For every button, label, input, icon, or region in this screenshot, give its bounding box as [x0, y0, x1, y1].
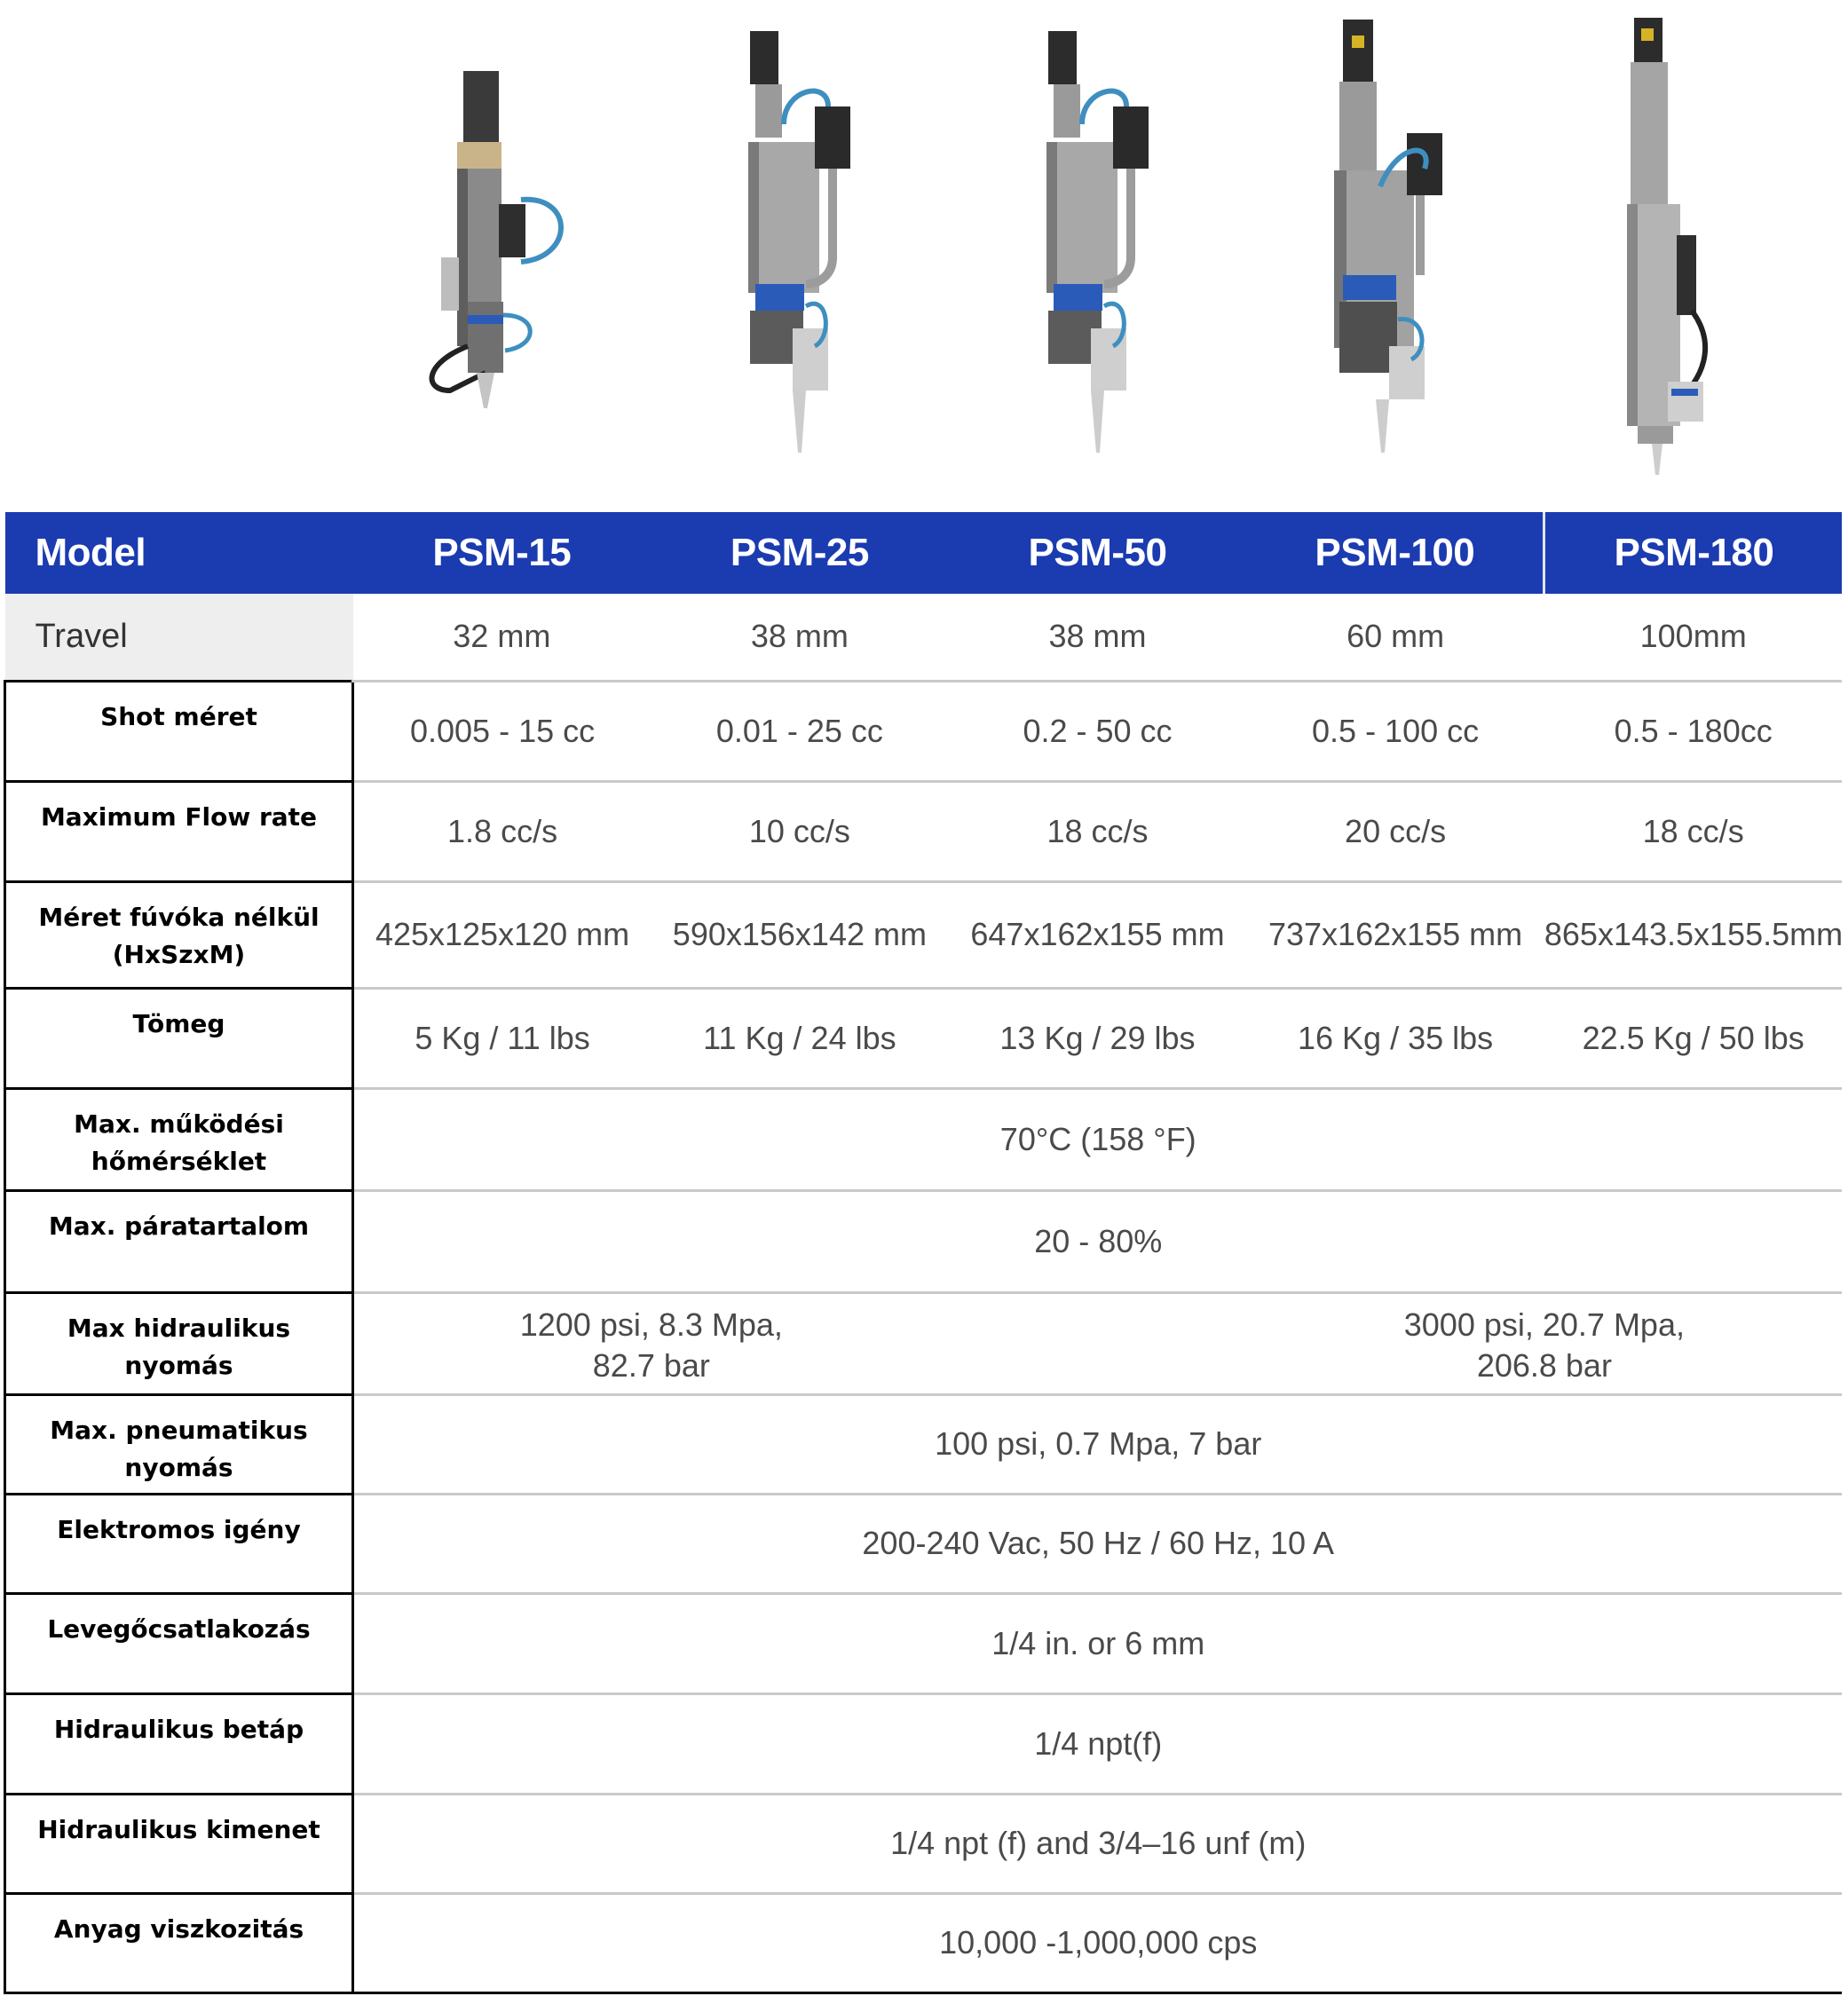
psm-15-product-image	[352, 9, 645, 488]
cell-value: 22.5 Kg / 50 lbs	[1544, 988, 1843, 1088]
cell-value: 18 cc/s	[1544, 781, 1843, 881]
spec-table	[4, 512, 1842, 1994]
value-line: 206.8 bar	[1476, 1346, 1612, 1384]
cell-value: 647x162x155 mm	[949, 881, 1247, 988]
table-row	[5, 594, 1843, 681]
row-label-max-paratartalom: Max. páratartalom	[5, 1190, 353, 1292]
cell-value: 865x143.5x155.5mm	[1544, 881, 1843, 988]
value-line: 3000 psi, 20.7 Mpa,	[1403, 1306, 1685, 1343]
row-label-shot-meret: Shot méret	[5, 681, 353, 781]
table-row	[5, 1394, 1843, 1494]
cell-value: 20 cc/s	[1246, 781, 1544, 881]
cell-value: 16 Kg / 35 lbs	[1246, 988, 1544, 1088]
cell-value-merged: 200-240 Vac, 50 Hz / 60 Hz, 10 A	[353, 1494, 1843, 1593]
table-row	[5, 681, 1843, 781]
psm-50-product-image	[949, 9, 1242, 488]
row-label-max-pneumatikus-nyomas	[5, 1394, 353, 1494]
cell-value: 60 mm	[1246, 594, 1544, 681]
table-row	[5, 1794, 1843, 1893]
table-row	[5, 1494, 1843, 1593]
cell-value: 0.2 - 50 cc	[949, 681, 1247, 781]
table-row	[5, 781, 1843, 881]
cell-value-merged: 10,000 -1,000,000 cps	[353, 1893, 1843, 1992]
cell-value: 0.005 - 15 cc	[353, 681, 652, 781]
cell-value: 18 cc/s	[949, 781, 1247, 881]
psm-25-product-image	[651, 9, 944, 488]
label-line: (HxSzxM)	[112, 939, 246, 969]
cell-value: 737x162x155 mm	[1246, 881, 1544, 988]
header-model-psm-25: PSM-25	[651, 512, 949, 594]
label-line: Max. működési	[74, 1109, 284, 1139]
table-row	[5, 988, 1843, 1088]
row-label-meret-fuvoka-nelkul	[5, 881, 353, 988]
table-row	[5, 1088, 1843, 1190]
psm-180-product-image	[1545, 9, 1838, 488]
value-line: 82.7 bar	[592, 1346, 710, 1384]
row-label-levegocsatlakozas: Levegőcsatlakozás	[5, 1593, 353, 1693]
row-label-anyag-viszkozitas: Anyag viszkozitás	[5, 1893, 353, 1992]
table-row	[5, 1893, 1843, 1992]
header-model-psm-15: PSM-15	[353, 512, 652, 594]
cell-value: 0.5 - 180cc	[1544, 681, 1843, 781]
cell-value: 13 Kg / 29 lbs	[949, 988, 1247, 1088]
header-model-label: Model	[5, 512, 353, 594]
cell-value-merged	[1246, 1292, 1842, 1394]
table-row	[5, 1593, 1843, 1693]
row-label-max-hidraulikus-nyomas	[5, 1292, 353, 1394]
label-line: Méret fúvóka nélkül	[38, 902, 320, 932]
header-model-psm-50: PSM-50	[949, 512, 1247, 594]
row-label-max-mukodesi-homerseklet	[5, 1088, 353, 1190]
row-label-elektromos-igeny: Elektromos igény	[5, 1494, 353, 1593]
cell-value: 10 cc/s	[651, 781, 949, 881]
psm-100-product-image	[1247, 9, 1540, 488]
table-row	[5, 1693, 1843, 1794]
cell-value: 11 Kg / 24 lbs	[651, 988, 949, 1088]
cell-value-merged: 70°C (158 °F)	[353, 1088, 1843, 1190]
header-model-psm-180: PSM-180	[1544, 512, 1843, 594]
cell-value-empty	[949, 1292, 1247, 1394]
cell-value: 38 mm	[949, 594, 1247, 681]
header-row	[5, 512, 1843, 594]
value-line: 1200 psi, 8.3 Mpa,	[519, 1306, 783, 1343]
label-line: nyomás	[124, 1350, 233, 1380]
row-label-hidraulikus-kimenet: Hidraulikus kimenet	[5, 1794, 353, 1893]
cell-value: 1.8 cc/s	[353, 781, 652, 881]
table-row	[5, 881, 1843, 988]
label-line: Max hidraulikus	[67, 1313, 291, 1343]
cell-value: 590x156x142 mm	[651, 881, 949, 988]
cell-value: 32 mm	[353, 594, 652, 681]
row-label-travel: Travel	[5, 594, 353, 681]
cell-value-merged: 20 - 80%	[353, 1190, 1843, 1292]
row-label-hidraulikus-betap: Hidraulikus betáp	[5, 1693, 353, 1794]
label-line: nyomás	[124, 1452, 233, 1482]
cell-value-merged: 100 psi, 0.7 Mpa, 7 bar	[353, 1394, 1843, 1494]
cell-value: 100mm	[1544, 594, 1843, 681]
cell-value-merged: 1/4 npt (f) and 3/4–16 unf (m)	[353, 1794, 1843, 1893]
cell-value-merged: 1/4 npt(f)	[353, 1693, 1843, 1794]
row-label-max-flow-rate: Maximum Flow rate	[5, 781, 353, 881]
cell-value: 0.5 - 100 cc	[1246, 681, 1544, 781]
label-line: Max. pneumatikus	[50, 1415, 308, 1445]
cell-value: 38 mm	[651, 594, 949, 681]
header-model-psm-100: PSM-100	[1246, 512, 1544, 594]
label-line: hőmérséklet	[91, 1146, 267, 1176]
table-row	[5, 1292, 1843, 1394]
cell-value: 5 Kg / 11 lbs	[353, 988, 652, 1088]
cell-value: 425x125x120 mm	[353, 881, 652, 988]
table-row	[5, 1190, 1843, 1292]
cell-value: 0.01 - 25 cc	[651, 681, 949, 781]
product-images-row	[0, 0, 1848, 506]
cell-value-merged	[353, 1292, 949, 1394]
cell-value-merged: 1/4 in. or 6 mm	[353, 1593, 1843, 1693]
row-label-tomeg: Tömeg	[5, 988, 353, 1088]
